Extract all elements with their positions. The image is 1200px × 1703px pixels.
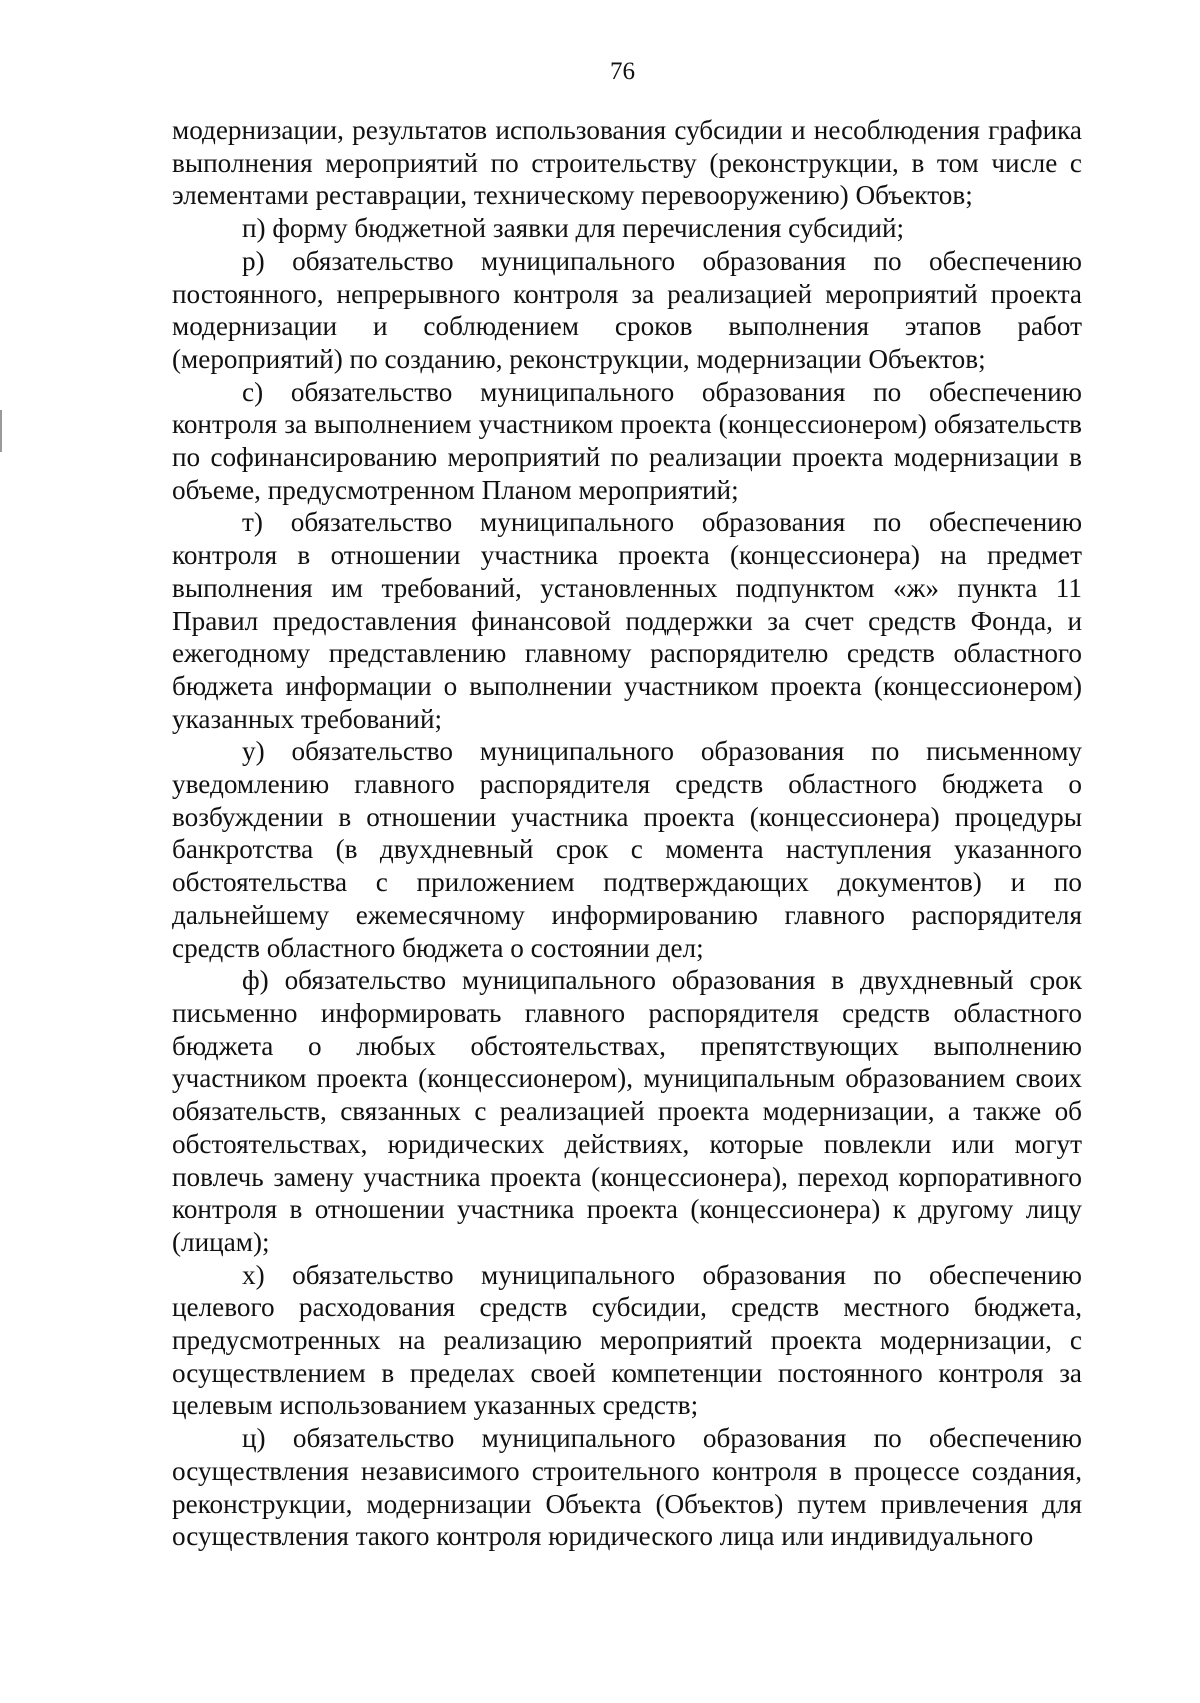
paragraph-item-kh: х) обязательство муниципального образования по обеспечению целевого расходования средств субсидии, средств местного бюджета, предусмотренных на реализацию мероприятий проекта модернизации, с осуществлением в пределах своей компетенции постоянного контроля за целевым использованием указанных средств; — [172, 1259, 1082, 1421]
paragraph-item-r: р) обязательство муниципального образования по обеспечению постоянного, непрерывного контроля за реализацией мероприятий проекта модернизации и соблюдением сроков выполнения этапов работ (мероприятий) по созданию, реконструкции, модернизации Объектов; — [172, 245, 1082, 374]
scan-edge-mark — [0, 410, 2, 452]
paragraph-item-p: п) форму бюджетной заявки для перечисления субсидий; — [242, 213, 905, 244]
paragraph-item-ts: ц) обязательство муниципального образования по обеспечению осуществления независимого строительного контроля в процессе создания, реконструкции, модернизации Объекта (Объектов) путем привлечения для осуществления такого контроля юридического лица или индивидуального — [172, 1423, 1082, 1552]
paragraph-continuation: модернизации, результатов использования субсидии и несоблюдения графика выполнения мероприятий по строительству (реконструкции, в том числе с элементами реставрации, техническому перевооружению) Объектов; — [172, 115, 1082, 211]
paragraph-item-s: с) обязательство муниципального образования по обеспечению контроля за выполнением участником проекта (концессионером) обязательств по софинансированию мероприятий по реализации проекта модернизации в объеме, предусмотренном Планом мероприятий; — [172, 376, 1082, 505]
paragraph-item-t: т) обязательство муниципального образования по обеспечению контроля в отношении участника проекта (концессионера) на предмет выполнения им требований, установленных подпунктом «ж» пункта 11 Правил предоставления финансовой поддержки за счет средств Фонда, и ежегодному представлению главному распорядителю средств областного бюджета информации о выполнении участником проекта (концессионером) указанных требований; — [172, 507, 1082, 734]
page-number: 76 — [610, 58, 635, 85]
body-text — [172, 114, 1082, 1553]
paragraph-item-u: у) обязательство муниципального образования по письменному уведомлению главного распорядителя средств областного бюджета о возбуждении в отношении участника проекта (концессионера) процедуры банкротства (в двухдневный срок с момента наступления указанного обстоятельства с приложением подтверждающих документов) и по дальнейшему ежемесячному информированию главного распорядителя средств областного бюджета о состоянии дел; — [172, 736, 1082, 963]
paragraph-item-f: ф) обязательство муниципального образования в двухдневный срок письменно информировать главного распорядителя средств областного бюджета о любых обстоятельствах, препятствующих выполнению участником проекта (концессионером), муниципальным образованием своих обязательств, связанных с реализацией проекта модернизации, а также об обстоятельствах, юридических действиях, которые повлекли или могут повлечь замену участника проекта (концессионера), переход корпоративного контроля в отношении участника проекта (концессионера) к другому лицу (лицам); — [172, 965, 1082, 1257]
